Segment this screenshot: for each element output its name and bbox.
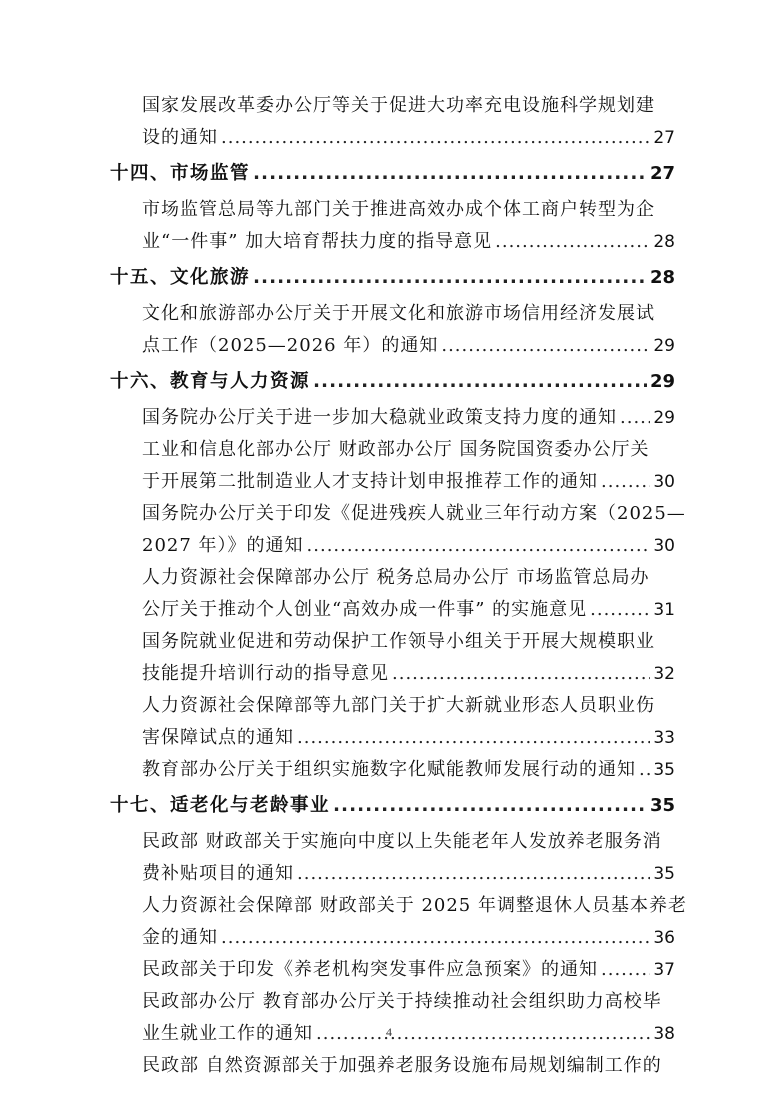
toc-dot-leader (333, 789, 647, 823)
toc-entry-title: 费补贴项目的通知 (142, 863, 294, 884)
toc-page-number: 35 (649, 795, 675, 816)
toc-entry[interactable] (110, 954, 675, 986)
toc-entry[interactable] (110, 226, 675, 258)
toc-entry-line[interactable] (110, 90, 675, 122)
toc-page-number: 35 (653, 864, 675, 884)
toc-entry-title: 十六、教育与人力资源 (110, 371, 311, 392)
toc-dot-leader (639, 754, 650, 786)
toc-entry-title: 金的通知 (142, 927, 218, 948)
toc-page-number: 36 (653, 928, 675, 948)
toc-entry-title: 十七、适老化与老龄事业 (110, 795, 331, 816)
toc-entry-title: 民政部办公厅 教育部办公厅关于持续推动社会组织助力高校毕 (142, 991, 662, 1012)
toc-section-heading[interactable] (110, 261, 675, 295)
table-of-contents (110, 90, 687, 1082)
toc-entry-title: 市场监管总局等九部门关于推进高效办成个体工商户转型为企 (142, 199, 655, 220)
toc-entry-title: 国家发展改革委办公厅等关于促进大功率充电设施科学规划建 (142, 95, 655, 116)
toc-page-number: 35 (653, 760, 675, 780)
toc-entry[interactable] (110, 402, 675, 434)
toc-dot-leader (590, 594, 650, 626)
toc-entry[interactable] (110, 922, 675, 954)
toc-entry-title: 技能提升培训行动的指导意见 (142, 663, 389, 684)
toc-dot-leader (307, 530, 651, 562)
toc-entry-line[interactable] (110, 434, 675, 466)
toc-entry-line[interactable] (110, 194, 675, 226)
toc-entry-title: 业“一件事” 加大培育帮扶力度的指导意见 (142, 231, 493, 252)
toc-page-number: 27 (653, 128, 675, 148)
toc-page-number: 28 (653, 232, 675, 252)
page-number: 4 (386, 1025, 392, 1039)
toc-page-number: 29 (649, 371, 675, 392)
toc-entry-line[interactable] (110, 298, 675, 330)
toc-entry[interactable] (110, 754, 675, 786)
toc-entry-title: 国务院办公厅关于进一步加大稳就业政策支持力度的通知 (142, 407, 617, 428)
toc-page-number: 29 (653, 408, 675, 428)
toc-page-number: 28 (649, 267, 675, 288)
toc-page-number: 31 (653, 600, 675, 620)
toc-entry-title: 人力资源社会保障部 财政部关于 2025 年调整退休人员基本养老 (142, 895, 687, 916)
toc-entry-title: 国务院办公厅关于印发《促进残疾人就业三年行动方案（2025— (142, 503, 686, 524)
toc-dot-leader (392, 658, 650, 690)
toc-entry-title: 人力资源社会保障部办公厅 税务总局办公厅 市场监管总局办 (142, 567, 650, 588)
toc-dot-leader (601, 466, 650, 498)
toc-entry-title: 2027 年）》的通知 (142, 535, 304, 556)
toc-entry-title: 设的通知 (142, 127, 218, 148)
toc-section-heading[interactable] (110, 789, 675, 823)
toc-entry-title: 民政部 财政部关于实施向中度以上失能老年人发放养老服务消 (142, 831, 662, 852)
toc-entry-title: 于开展第二批制造业人才支持计划申报推荐工作的通知 (142, 471, 598, 492)
toc-entry-title: 工业和信息化部办公厅 财政部办公厅 国务院国资委办公厅关 (142, 439, 650, 460)
toc-entry-title: 公厅关于推动个人创业“高效办成一件事” 的实施意见 (142, 599, 588, 620)
toc-entry-title: 十四、市场监管 (110, 163, 251, 184)
toc-page-number: 29 (653, 336, 675, 356)
toc-page-number: 27 (649, 163, 675, 184)
toc-entry-title: 文化和旅游部办公厅关于开展文化和旅游市场信用经济发展试 (142, 303, 655, 324)
toc-section-heading[interactable] (110, 365, 675, 399)
toc-entry-line[interactable] (110, 826, 675, 858)
toc-dot-leader (253, 157, 647, 191)
toc-dot-leader (620, 402, 650, 434)
toc-entry-line[interactable] (110, 986, 675, 1018)
toc-entry[interactable] (110, 658, 675, 690)
toc-entry-title: 教育部办公厅关于组织实施数字化赋能教师发展行动的通知 (142, 759, 636, 780)
toc-page-number: 37 (653, 960, 675, 980)
toc-section-heading[interactable] (110, 157, 675, 191)
toc-entry[interactable] (110, 594, 675, 626)
toc-dot-leader (297, 722, 650, 754)
toc-dot-leader (441, 330, 650, 362)
toc-entry-title: 民政部关于印发《养老机构突发事件应急预案》的通知 (142, 959, 598, 980)
toc-dot-leader (495, 226, 650, 258)
toc-entry-title: 业生就业工作的通知 (142, 1023, 313, 1044)
toc-dot-leader (221, 122, 650, 154)
toc-entry[interactable] (110, 858, 675, 890)
toc-dot-leader (253, 261, 647, 295)
toc-dot-leader (221, 922, 650, 954)
toc-page-number: 30 (653, 536, 675, 556)
toc-dot-leader (313, 365, 647, 399)
toc-page-number: 30 (653, 472, 675, 492)
toc-dot-leader (297, 858, 650, 890)
toc-entry-title: 害保障试点的通知 (142, 727, 294, 748)
toc-entry-line[interactable] (110, 690, 675, 722)
toc-entry-title: 国务院就业促进和劳动保护工作领导小组关于开展大规模职业 (142, 631, 655, 652)
toc-entry-line[interactable] (110, 626, 675, 658)
toc-entry[interactable] (110, 722, 675, 754)
toc-entry-title: 十五、文化旅游 (110, 267, 251, 288)
toc-entry-line[interactable] (110, 890, 687, 922)
toc-entry-title: 点工作（2025—2026 年）的通知 (142, 335, 439, 356)
toc-entry[interactable] (110, 530, 675, 562)
toc-entry-line[interactable] (110, 498, 686, 530)
toc-page-number: 38 (653, 1024, 675, 1044)
toc-entry-line[interactable] (110, 562, 675, 594)
toc-entry[interactable] (110, 122, 675, 154)
toc-entry[interactable] (110, 466, 675, 498)
toc-page-number: 32 (653, 664, 675, 684)
toc-entry-title: 民政部 自然资源部关于加强养老服务设施布局规划编制工作的 (142, 1055, 662, 1076)
toc-entry-line[interactable] (110, 1050, 675, 1082)
toc-dot-leader (601, 954, 650, 986)
toc-entry-title: 人力资源社会保障部等九部门关于扩大新就业形态人员职业伤 (142, 695, 655, 716)
toc-entry[interactable] (110, 330, 675, 362)
toc-page-number: 33 (653, 728, 675, 748)
